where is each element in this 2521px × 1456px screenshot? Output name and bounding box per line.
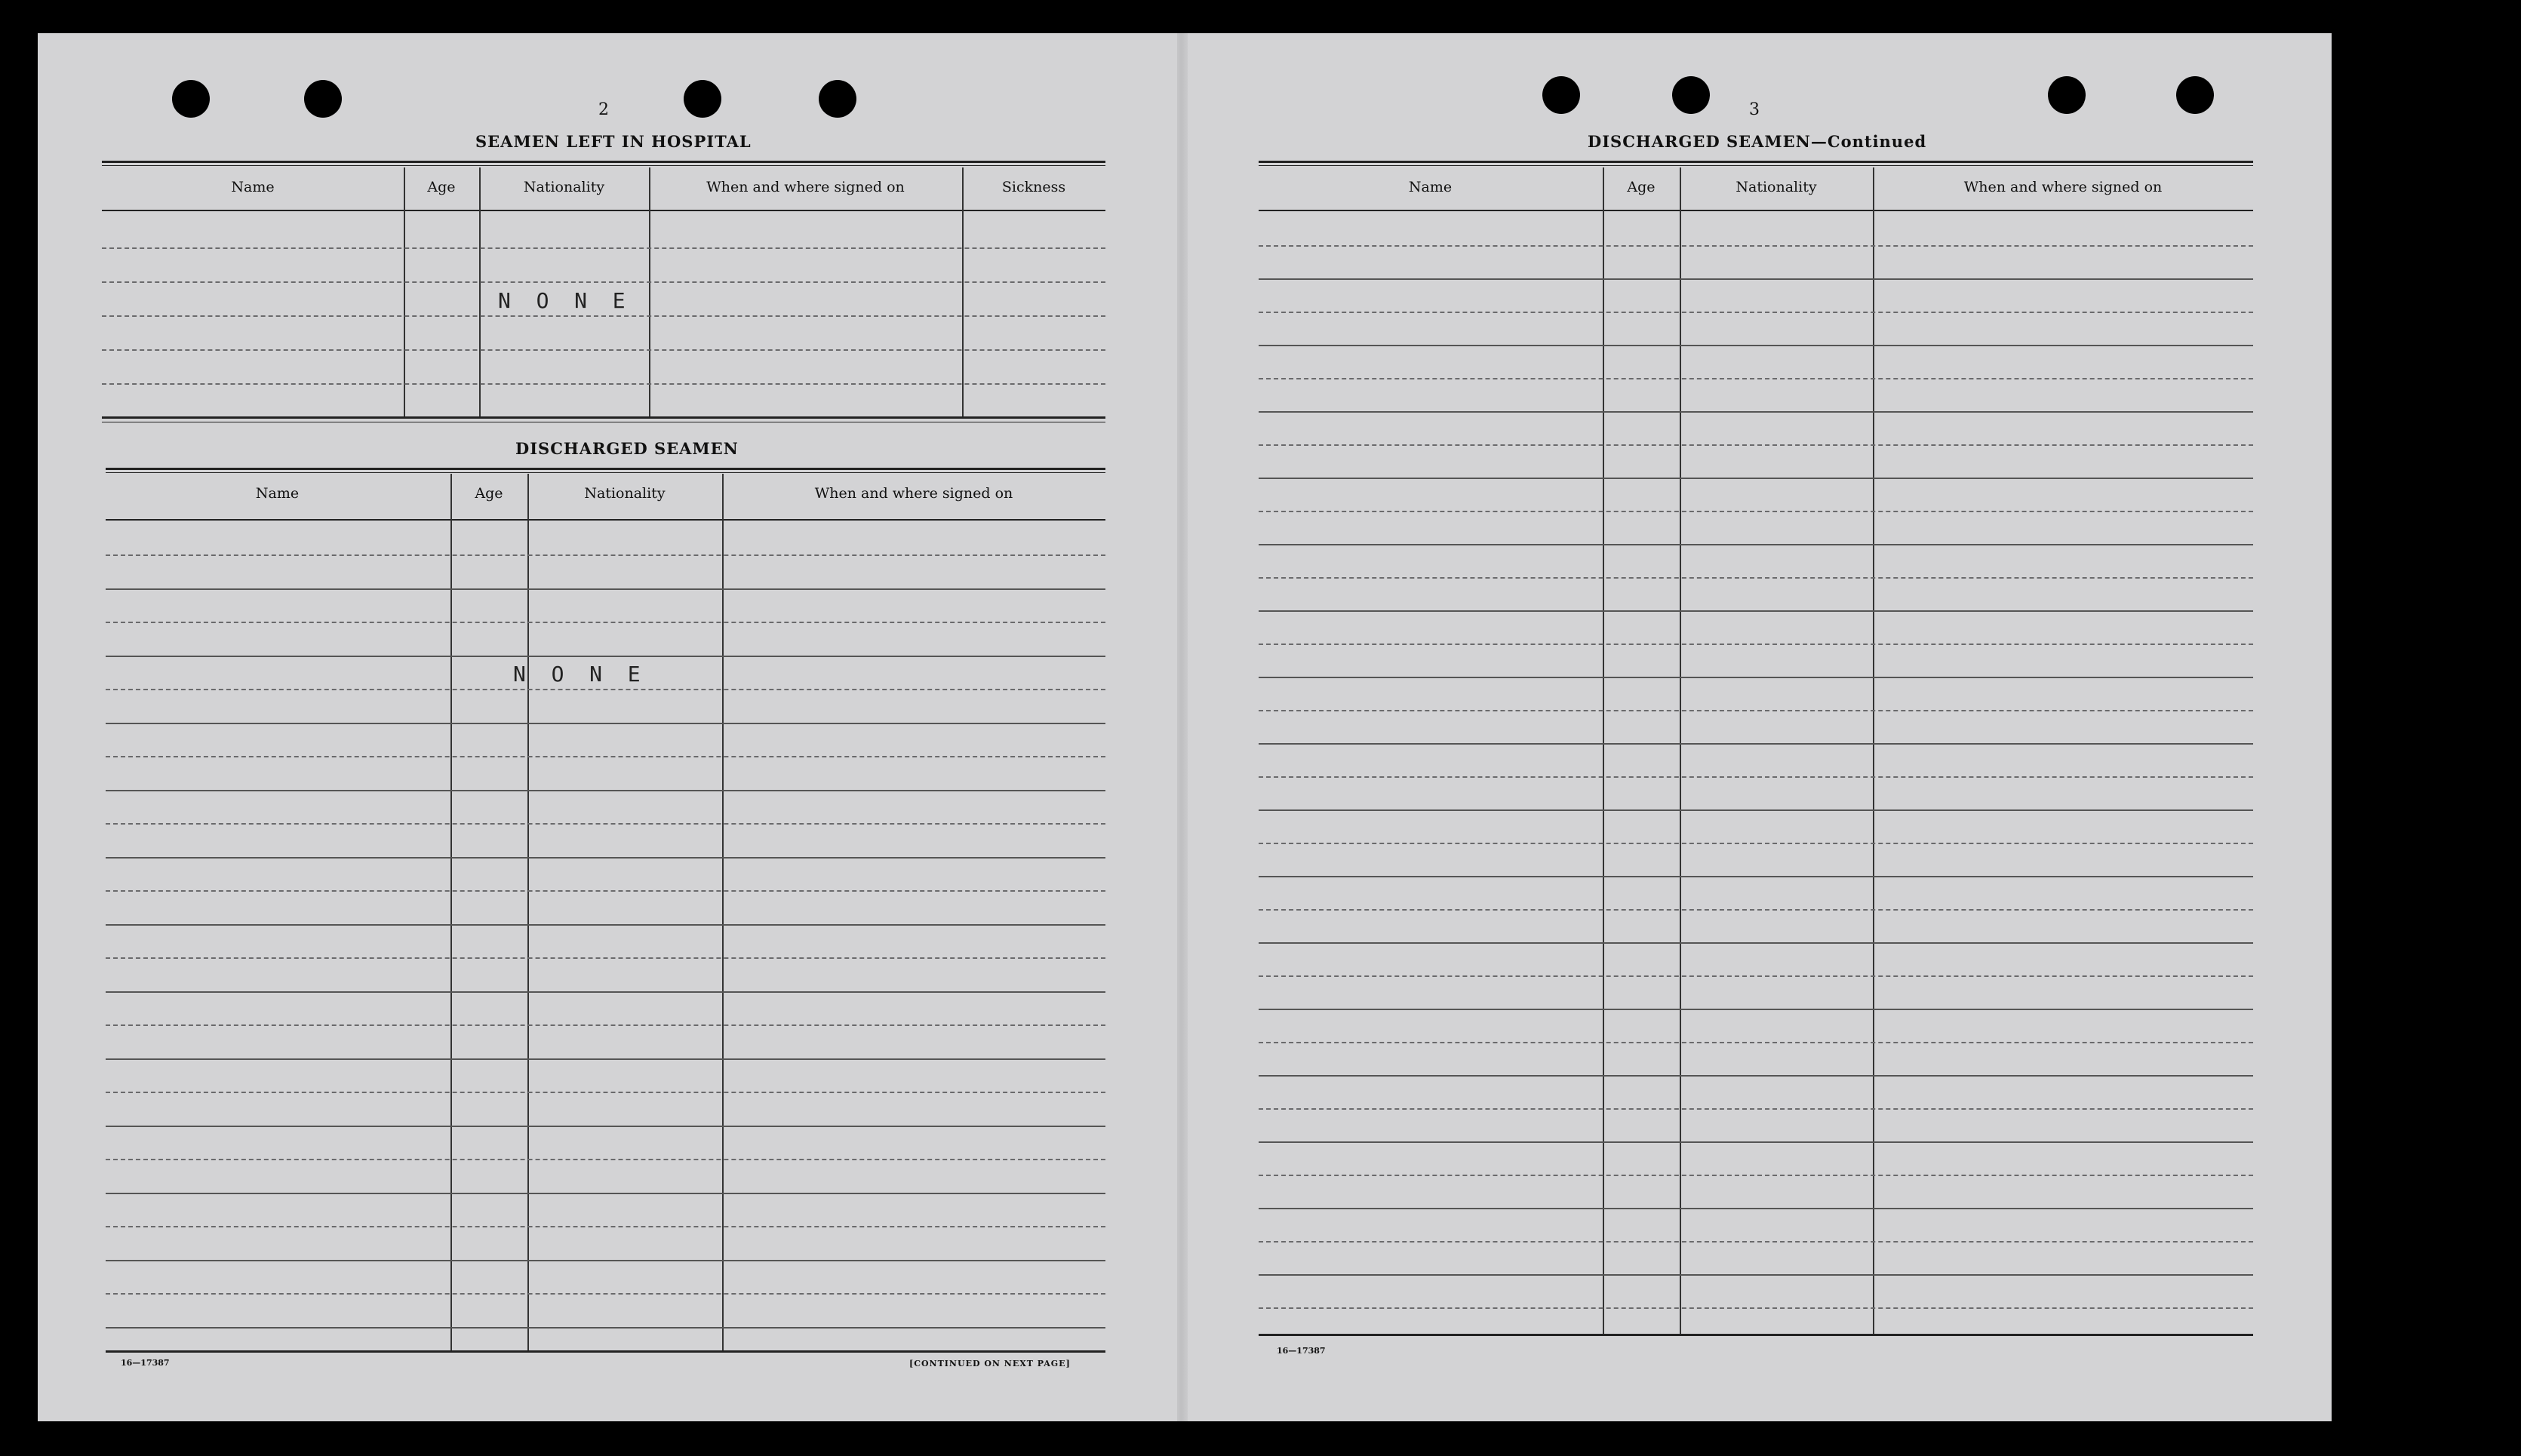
table-row	[1259, 743, 2253, 745]
table-row	[106, 1260, 1105, 1261]
table-row	[106, 1226, 1105, 1227]
table-row	[1259, 577, 2253, 579]
form-number: 16—17387	[121, 1358, 170, 1368]
punch-hole	[2176, 76, 2214, 114]
col-header-age: Age	[475, 485, 503, 502]
none-entry: N O N E	[498, 288, 626, 313]
table-row	[106, 756, 1105, 757]
table-row	[1259, 975, 2253, 977]
table-row	[1259, 1175, 2253, 1176]
column-divider	[404, 167, 405, 416]
column-divider	[527, 474, 529, 1350]
table-row	[106, 723, 1105, 724]
col-header-age: Age	[427, 179, 456, 195]
col-header-name: Name	[231, 179, 275, 195]
table-row	[1259, 1075, 2253, 1077]
table-row	[1259, 544, 2253, 545]
table-row	[1259, 312, 2253, 313]
table-row	[102, 383, 1105, 385]
table-row	[1259, 1307, 2253, 1309]
column-divider	[1873, 167, 1874, 1335]
table-row	[106, 1159, 1105, 1160]
table-row	[102, 315, 1105, 317]
table-row	[106, 656, 1105, 657]
col-header-name: Name	[255, 485, 300, 502]
table-row	[106, 1293, 1105, 1295]
table-row	[1259, 909, 2253, 911]
table-row	[1259, 1208, 2253, 1209]
table-row	[1259, 478, 2253, 479]
col-header-signed-on: When and where signed on	[706, 179, 905, 195]
punch-hole	[2048, 76, 2086, 114]
table-row	[106, 823, 1105, 825]
table-row	[1259, 610, 2253, 612]
table-row	[106, 991, 1105, 993]
table-row	[1259, 1009, 2253, 1010]
table-top-rule	[1259, 161, 2253, 163]
table-top-rule	[106, 468, 1105, 470]
table-row	[1259, 411, 2253, 413]
column-divider	[479, 167, 481, 416]
table-row	[1259, 677, 2253, 678]
none-entry: N O N E	[513, 662, 641, 687]
punch-hole	[1542, 76, 1580, 114]
table-row	[102, 247, 1105, 249]
table-row	[1259, 942, 2253, 944]
punch-hole	[172, 80, 210, 118]
table-row	[1259, 644, 2253, 645]
col-header-nationality: Nationality	[584, 485, 666, 502]
form-number: 16—17387	[1277, 1346, 1326, 1356]
header-rule	[1259, 210, 2253, 211]
col-header-signed-on: When and where signed on	[1963, 179, 2163, 195]
table-row	[102, 349, 1105, 351]
column-divider	[722, 474, 724, 1350]
punch-hole	[684, 80, 721, 118]
table-row	[1259, 1274, 2253, 1276]
table-row	[1259, 843, 2253, 844]
page-number: 2	[598, 100, 609, 119]
table-row	[1259, 710, 2253, 711]
table-row	[1259, 345, 2253, 346]
table-bottom-rule	[1259, 1334, 2253, 1336]
table-row	[102, 281, 1105, 283]
table-row	[1259, 378, 2253, 379]
table-row	[106, 924, 1105, 926]
table-row	[106, 1092, 1105, 1093]
column-divider	[649, 167, 650, 416]
hospital-section-title: SEAMEN LEFT IN HOSPITAL	[475, 132, 752, 151]
table-row	[106, 689, 1105, 690]
page-fold	[1177, 33, 1188, 1421]
column-divider	[1680, 167, 1681, 1335]
table-top-rule	[102, 165, 1105, 166]
table-row	[106, 588, 1105, 590]
table-row	[1259, 511, 2253, 512]
col-header-nationality: Nationality	[1735, 179, 1817, 195]
table-row	[106, 622, 1105, 623]
table-row	[106, 790, 1105, 791]
table-row	[106, 1193, 1105, 1194]
table-top-rule	[1259, 165, 2253, 166]
table-bottom-rule	[106, 1350, 1105, 1353]
table-row	[1259, 1108, 2253, 1110]
table-row	[106, 890, 1105, 892]
table-row	[1259, 809, 2253, 811]
table-row	[1259, 876, 2253, 877]
header-rule	[106, 519, 1105, 521]
page-number: 3	[1749, 100, 1760, 119]
header-rule	[102, 210, 1105, 211]
col-header-name: Name	[1408, 179, 1453, 195]
table-row	[106, 1058, 1105, 1060]
table-top-rule	[102, 161, 1105, 163]
col-header-signed-on: When and where signed on	[814, 485, 1013, 502]
table-row	[106, 957, 1105, 959]
discharged-section-title: DISCHARGED SEAMEN	[515, 439, 739, 458]
table-row	[1259, 1141, 2253, 1143]
punch-hole	[1672, 76, 1710, 114]
table-row	[106, 554, 1105, 556]
table-row	[1259, 1241, 2253, 1243]
continued-note: [CONTINUED ON NEXT PAGE]	[909, 1359, 1071, 1368]
col-header-nationality: Nationality	[523, 179, 605, 195]
table-row	[1259, 776, 2253, 778]
column-divider	[962, 167, 964, 416]
table-row	[1259, 444, 2253, 446]
table-row	[1259, 278, 2253, 280]
table-row	[106, 1327, 1105, 1329]
column-divider	[450, 474, 452, 1350]
table-row	[1259, 245, 2253, 247]
table-row	[106, 857, 1105, 859]
table-bottom-rule	[102, 416, 1105, 419]
punch-hole	[819, 80, 856, 118]
table-top-rule	[106, 472, 1105, 473]
table-row	[106, 1024, 1105, 1026]
col-header-sickness: Sickness	[1001, 179, 1066, 195]
punch-hole	[304, 80, 342, 118]
discharged-continued-title: DISCHARGED SEAMEN—Continued	[1588, 132, 1927, 151]
table-row	[1259, 1042, 2253, 1043]
column-divider	[1603, 167, 1604, 1335]
col-header-age: Age	[1627, 179, 1656, 195]
table-row	[106, 1126, 1105, 1127]
